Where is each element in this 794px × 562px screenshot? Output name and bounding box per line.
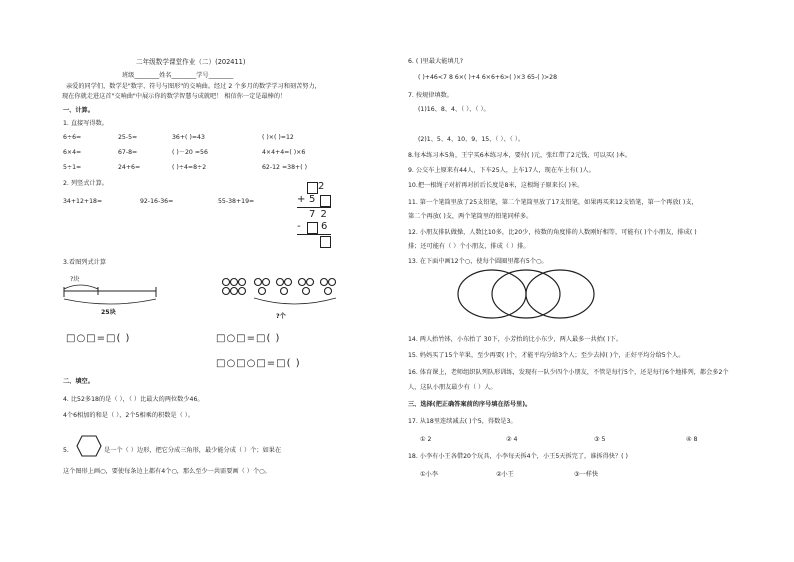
question-7: 7. 按规律填数。	[408, 92, 453, 99]
question-7-1: (1)16、8、4、（ ）、（ ）。	[418, 106, 490, 113]
equation-blank-1[interactable]: □○□=□( )	[66, 333, 131, 344]
option-17-2[interactable]: ② 4	[506, 436, 518, 443]
question-12-line-1: 12. 小朋友排队做操，人数比10多，比20少，按数的角度排的人数刚好相等，可能有( )个小朋友，排成( )	[408, 229, 697, 236]
question-13: 13. 在下面中画12个○，使每个圆圈里都有5个○。	[408, 258, 548, 265]
question-5-number: 5.	[63, 447, 69, 454]
calc-item: 36+( )=43	[172, 134, 205, 141]
plus-sign: +	[297, 194, 307, 205]
vertical-calc-item: 34+12+18=	[63, 198, 103, 205]
subsection-1-3: 3.看图列式计算	[63, 259, 107, 266]
option-18-1[interactable]: ①小李	[420, 471, 438, 478]
intro-line-2: 现在你就走进这首"交响曲"中展示你的数学智慧与成就吧！ 相信你一定是最棒的！	[62, 93, 287, 100]
puzzle-digit: 5	[309, 194, 317, 205]
hexagon-icon	[76, 435, 102, 457]
blank-box[interactable]	[307, 222, 318, 234]
calc-item: 6÷6=	[63, 134, 82, 141]
unknown-count-label: ?个	[276, 313, 286, 320]
circle-groups-diagram	[218, 276, 338, 316]
puzzle-digit: 2	[318, 181, 326, 192]
question-16-line-1: 16. 体育课上，老师组织队列队形训练，发现有一队少四个小朋友，不管是每行5个，还是每行6个地排列，都会多2个	[408, 369, 729, 376]
option-17-1[interactable]: ① 2	[420, 436, 432, 443]
question-4-line-2: 4个6相加的和是（ ），2个5相乘的积数是（ ）。	[63, 412, 195, 419]
option-17-3[interactable]: ③ 5	[594, 436, 606, 443]
option-18-3[interactable]: ③一样快	[574, 471, 599, 478]
option-17-4[interactable]: ④ 8	[686, 436, 698, 443]
calc-item: ( )÷4=8÷2	[172, 164, 207, 171]
minus-sign: -	[297, 221, 302, 232]
intro-line-1: 亲爱的同学们，数学是"数字、符号与图形"的交响曲。经过 2 个多月的数学学习和刻苦努力，	[66, 83, 321, 90]
vertical-calc-item: 92-16-36=	[140, 198, 174, 205]
question-11-line-1: 11. 第一个笔筒里放了25支铅笔，第二个笔筒里放了17支铅笔，如果再买来12支铅笔，第一个再放( )支，	[408, 199, 698, 206]
equation-blank-3[interactable]: □○□○□=□( )	[216, 358, 301, 369]
question-8: 8.每本练习本5角，王宁买6本练习本，要付( )元，张红带了2元钱，可以买( )本。	[408, 152, 632, 159]
puzzle-digit: 6	[321, 221, 329, 232]
divider	[297, 207, 331, 208]
page-title: 二年级数学课堂作业（二）(202411)	[136, 58, 246, 66]
unknown-label: ?块	[70, 276, 80, 283]
question-11-line-2: 第二个再放( )支，两个笔筒里的铅笔同样多。	[408, 213, 533, 220]
calc-item: 5÷1=	[63, 164, 82, 171]
subsection-1-1: 1. 直接写得数。	[63, 120, 108, 127]
question-5-line-2: 这个图形上画○，要使每条边上都有4个○，那么至少一共需要画（ ）个○。	[63, 468, 271, 475]
calc-item: 62-12 =38+( )	[262, 164, 307, 171]
puzzle-digit: 7 2	[309, 209, 328, 220]
question-12-line-2: 排；还可能有（ ）个小朋友，排成（ ）排。	[408, 243, 530, 250]
option-18-2[interactable]: ②小王	[496, 471, 514, 478]
section-2-heading: 二、填空。	[63, 378, 94, 385]
question-15: 15. 妈妈买了15个苹果，至少再要( )个，才能平均分给3个人；至少去掉( )个，正好平均分给5个人。	[408, 352, 685, 359]
question-18: 18. 小李有小王各借20个玩具，小李每天拆4个，小王5天拆完了，谁拆得快？( )	[408, 453, 628, 460]
section-3-heading: 三、选择(把正确答案前的序号填在括号里)。	[408, 401, 532, 408]
student-info-line[interactable]: 班级________姓名________学号________	[122, 72, 234, 79]
total-label: 25块	[101, 309, 116, 316]
question-6: 6. ( )里最大能填几?	[408, 58, 464, 65]
equation-blank-2[interactable]: □○□=□( )	[216, 333, 281, 344]
calc-item: 6×4=	[63, 149, 82, 156]
question-9: 9. 公交车上原来有44人，下车25人，上车17人，现在车上有( )人。	[408, 167, 595, 174]
calc-item: 25-5=	[118, 134, 138, 141]
section-1-heading: 一、计算。	[63, 107, 94, 114]
blank-box[interactable]	[307, 182, 318, 194]
question-17: 17. 从18里连续减去( )个5，得数是3。	[408, 418, 517, 425]
question-6-items: ( )+46<7 8 6×( )+4 6×6+6>( )×3 65-( )>28	[418, 74, 558, 81]
question-5-line-1: 是一个（ ）边形，把它分成三角形，最少能分成（ ）个；如果在	[104, 447, 282, 454]
question-16-line-2: 人，这队小朋友最少有（ ）人。	[408, 384, 497, 391]
calc-item: 24+6=	[118, 164, 141, 171]
blank-box[interactable]	[320, 195, 331, 207]
subsection-1-2: 2. 列竖式计算。	[63, 180, 108, 187]
blank-box[interactable]	[320, 236, 331, 248]
calc-item: ( )－20 =56	[172, 149, 208, 156]
divider	[297, 234, 331, 235]
overlapping-circles-diagram[interactable]	[456, 268, 596, 320]
calc-item: 67-8=	[118, 149, 138, 156]
vertical-calc-item: 55-38+19=	[218, 198, 255, 205]
segment-diagram	[60, 283, 160, 311]
question-10: 10.把一根绳子对折再对折后长度是8米，这根绳子原来长( )米。	[408, 182, 584, 189]
calc-item: 4×4+4=( )×6	[262, 149, 306, 156]
calc-item: ( )×( )=12	[262, 134, 294, 141]
question-4-line-1: 4. 比52多18的是（ ），（ ）比最大的两位数少46。	[63, 396, 204, 403]
question-7-2: (2)1、5、4、10、9、15、（ ）、（ ）。	[418, 136, 525, 143]
question-14: 14. 两人抬竹钵，小东抬了 30下，小芳抬的比小东少，两人最多一共抬( )下。	[408, 336, 623, 343]
